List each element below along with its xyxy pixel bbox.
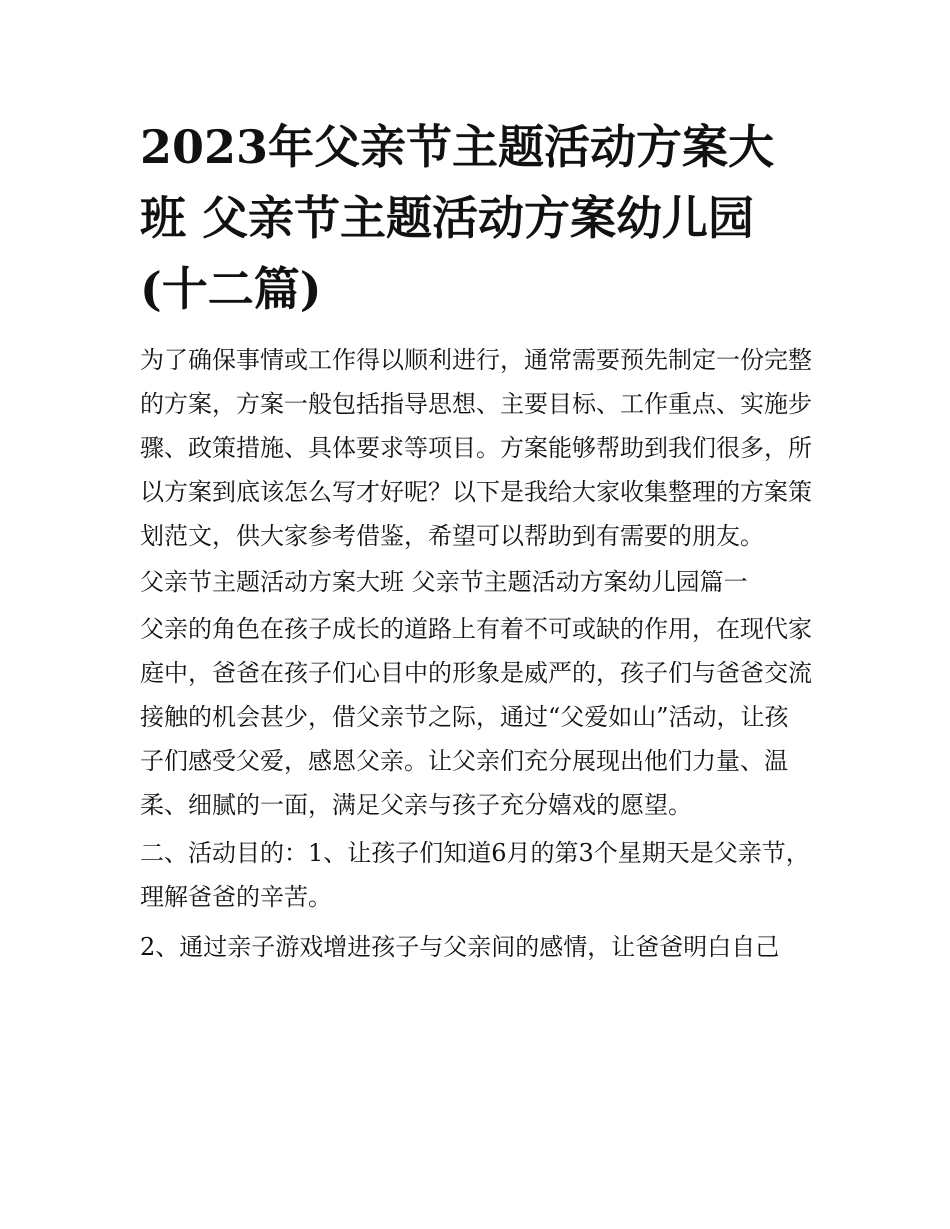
body-paragraph-1: 父亲的角色在孩子成长的道路上有着不可或缺的作用，在现代家庭中，爸爸在孩子们心目中的形象是威严的，孩子们与爸爸交流接触的机会甚少，借父亲节之际，通过“父爱如山”活动，让孩子们感受父爱，感恩父亲。让父亲们充分展现出他们力量、温柔、细腻的一面，满足父亲与孩子充分嬉戏的愿望。 (140, 615, 812, 819)
intro-paragraph: 为了确保事情或工作得以顺利进行，通常需要预先制定一份完整的方案，方案一般包括指导思想、主要目标、工作重点、实施步骤、政策措施、具体要求等项目。方案能够帮助到我们很多，所以方案到底该怎么写才好呢？以下是我给大家收集整理的方案策划范文，供大家参考借鉴，希望可以帮助到有需要的朋友。 (140, 346, 812, 550)
document-title: 2023年父亲节主题活动方案大班 父亲节主题活动方案幼儿园(十二篇) (140, 120, 775, 316)
body-paragraph-2: 二、活动目的：1、让孩子们知道6月的第3个星期天是父亲节，理解爸爸的辛苦。 (140, 839, 810, 911)
document-page (140, 112, 812, 969)
body-paragraph-3: 2、通过亲子游戏增进孩子与父亲间的感情，让爸爸明白自己 (140, 933, 780, 961)
section-heading: 父亲节主题活动方案大班 父亲节主题活动方案幼儿园篇一 (140, 568, 748, 596)
